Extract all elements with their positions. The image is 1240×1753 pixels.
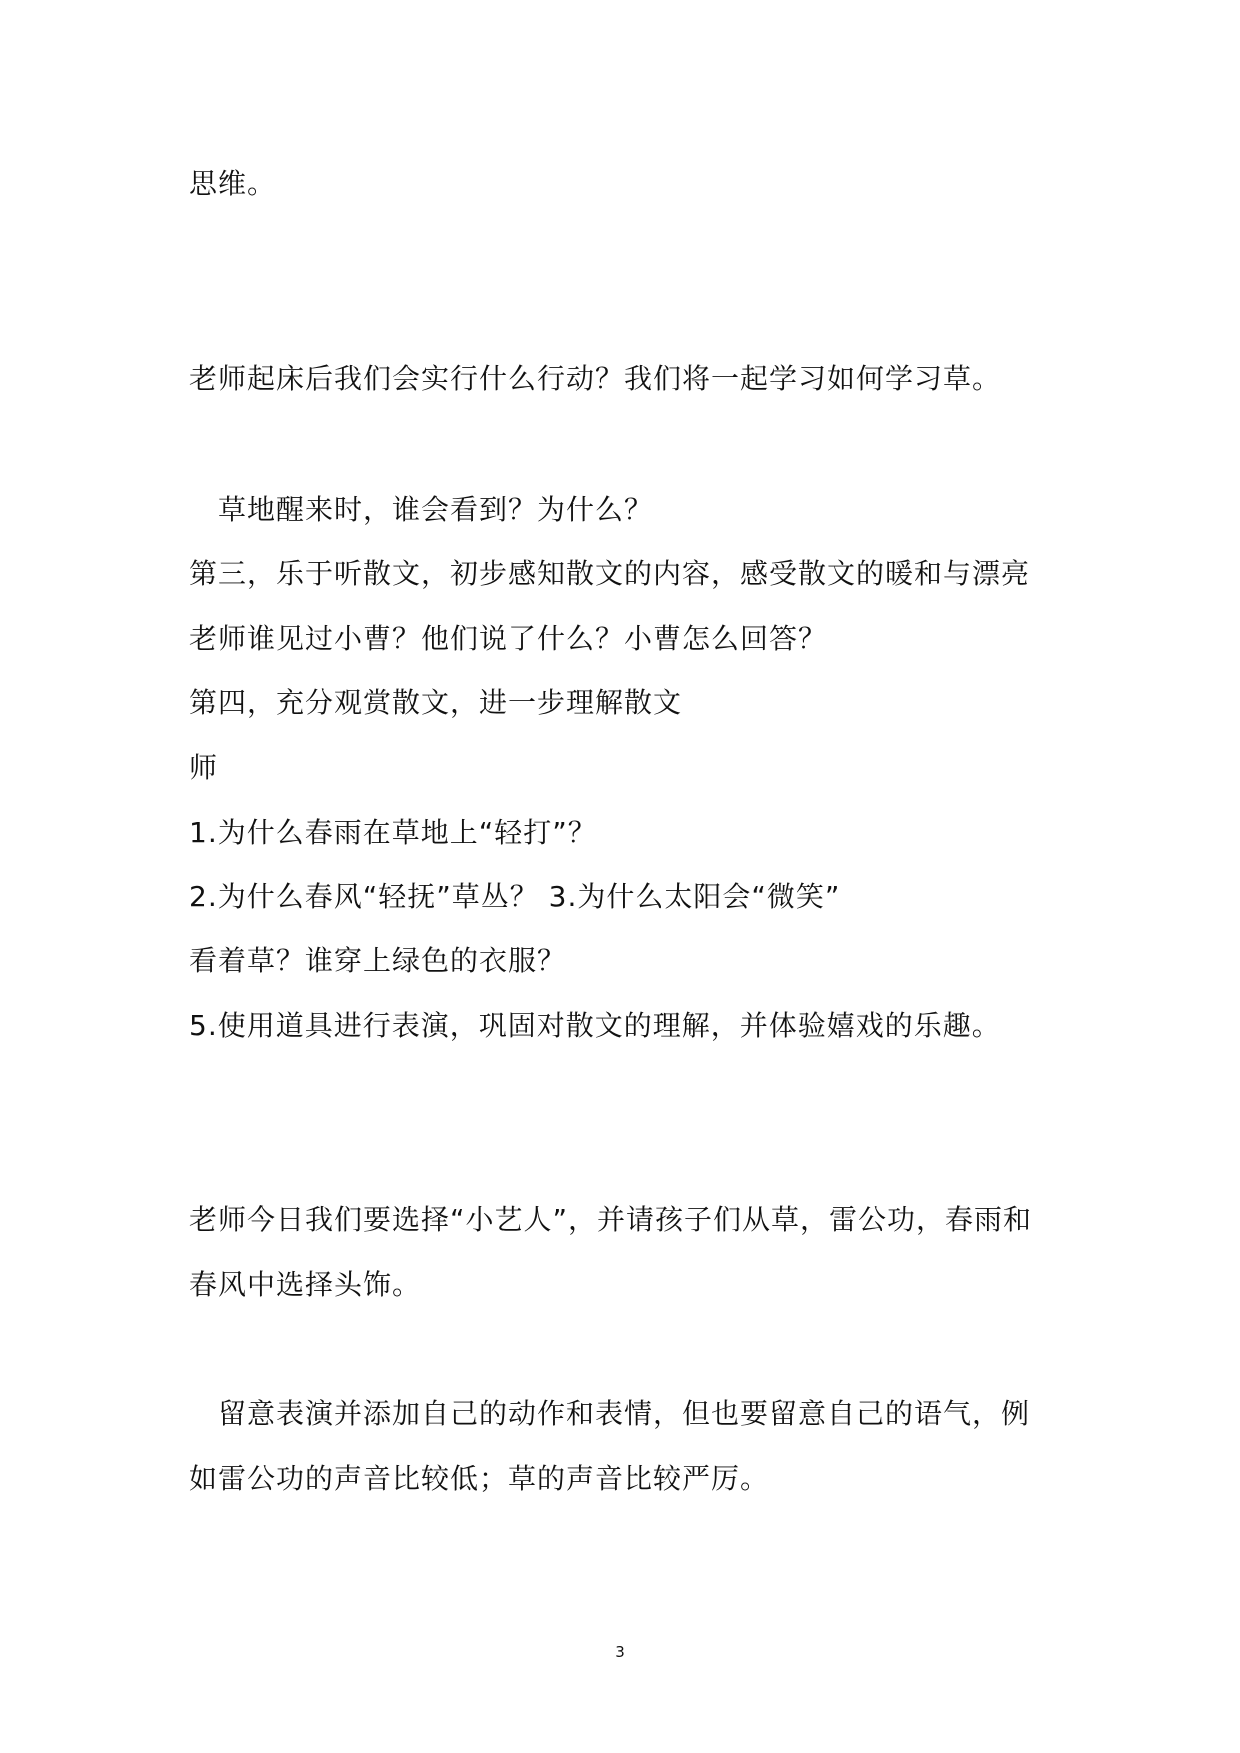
- text-line: 老师起床后我们会实行什么行动？我们将一起学习如何学习草。: [189, 362, 1002, 395]
- text-line: 第三，乐于听散文，初步感知散文的内容，感受散文的暖和与漂亮: [189, 557, 1031, 590]
- text-line: 春风中选择头饰。: [189, 1268, 422, 1301]
- text-line: 如雷公功的声音比较低；草的声音比较严厉。: [189, 1462, 770, 1495]
- text-line: 草地醒来时，谁会看到？为什么？: [218, 493, 654, 526]
- text-line: 老师谁见过小曹？他们说了什么？小曹怎么回答？: [189, 622, 828, 655]
- list-item: 5.使用道具进行表演，巩固对散文的理解，并体验嬉戏的乐趣。: [189, 1009, 1001, 1042]
- text-line: 师: [189, 751, 219, 784]
- text-line: 思维。: [189, 167, 277, 200]
- text-line: 留意表演并添加自己的动作和表情，但也要留意自己的语气，例: [218, 1397, 1031, 1430]
- page-number: 3: [615, 1643, 625, 1661]
- text-line: 看着草？谁穿上绿色的衣服？: [189, 944, 567, 977]
- list-item: 1.为什么春雨在草地上“轻打”？: [189, 816, 597, 849]
- text-line: 第四，充分观赏散文，进一步理解散文: [189, 686, 683, 719]
- text-line: 老师今日我们要选择“小艺人”，并请孩子们从草，雷公功，春雨和: [189, 1203, 1033, 1236]
- list-item: 2.为什么春风“轻抚”草丛？ 3.为什么太阳会“微笑”: [189, 880, 841, 913]
